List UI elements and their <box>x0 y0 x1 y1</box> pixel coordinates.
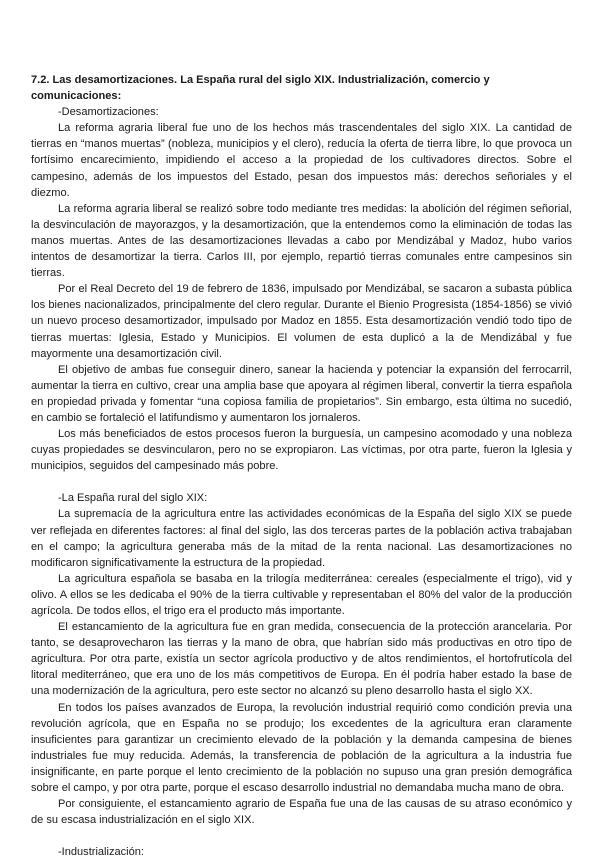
paragraph: Los más beneficiados de estos procesos fueron la burguesía, un campesino acomodado y una nobleza cuyas propiedades se desvincularon, pero no se expropiaron. Las víctimas, por otra parte, fueron la Iglesia y municipios, seguidos del campesinado más pobre. <box>31 428 572 473</box>
paragraph: El objetivo de ambas fue conseguir dinero, sanear la hacienda y potenciar la expansión del ferrocarril, aumentar la tierra en cultivo, crear una amplia base que apoyara al régimen liberal, convertir la tierra española en propiedad privada y fomentar “una copiosa familia de propietarios”. Sin embargo, esta última no sucedió, en cambio se fortaleció el latifundismo y aumentaron los jornaleros. <box>31 363 572 424</box>
paragraph: Por el Real Decreto del 19 de febrero de 1836, impulsado por Mendizábal, se sacaron a subasta pública los bienes nacionalizados, principalmente del clero regular. Durante el Bienio Progresista (1854-1856) se vivió un nuevo proceso desamortizador, impulsado por Madoz en 1855. Esta desamortización vendió todo tipo de tierras muertas: Iglesia, Estado y Municipios. El volumen de esta duplicó a la de Mendizábal y fue mayormente una desamortización civil. <box>31 283 572 360</box>
paragraph: La supremacía de la agricultura entre las actividades económicas de la España del siglo XIX se puede ver reflejada en diferentes factores: al final del siglo, las dos terceras partes de la población activa trabajaban en el campo; la agricultura generaba más de la mitad de la renta nacional. Las desamortizaciones no modificaron significativamente la estructura de la propiedad. <box>31 508 572 569</box>
section-heading-desamortizaciones: -Desamortizaciones: <box>58 106 159 119</box>
section-spacer <box>31 474 572 490</box>
section-heading-espana-rural: -La España rural del siglo XIX: <box>58 492 208 505</box>
page-title: 7.2. Las desamortizaciones. La España rural del siglo XIX. Industrialización, comercio y comunicaciones: <box>31 74 490 103</box>
paragraph: La reforma agraria liberal fue uno de los hechos más trascendentales del siglo XIX. La cantidad de tierras en “manos muertas” (nobleza, municipios y el clero), reducía la oferta de tierra libre, lo que provoca un fortísimo encarecimiento, impidiendo el acceso a la propiedad de los cultivadores directos. Sobre el campesino, además de los impuestos del Estado, pesan dos impuestos más: derechos señoriales y el diezmo. <box>31 122 572 199</box>
section-heading-industrializacion: -Industrialización: <box>58 846 144 859</box>
paragraph: La agricultura española se basaba en la trilogía mediterránea: cereales (especialmente el trigo), vid y olivo. A ellos se les dedicaba el 90% de la tierra cultivable y representaban el 80% del valor de la producción agrícola. De todos ellos, el trigo era el producto más importante. <box>31 572 572 617</box>
paragraph: La reforma agraria liberal se realizó sobre todo mediante tres medidas: la abolición del régimen señorial, la desvinculación de mayorazgos, y la desamortización, que la entendemos como la eliminación de todas las manos muertas. Antes de las desamortizaciones llevadas a cabo por Mendizábal y Madoz, hubo varios intentos de desamortizar la tierra. Carlos III, por ejemplo, repartió tierras comunales entre campesinos sin tierras. <box>31 202 572 280</box>
section-spacer <box>31 828 572 844</box>
paragraph: Por consiguiente, el estancamiento agrario de España fue una de las causas de su atraso económico y de su escasa industrialización en el siglo XIX. <box>31 798 572 827</box>
paragraph: En todos los países avanzados de Europa, la revolución industrial requirió como condición previa una revolución agrícola, que en España no se produjo; los excedentes de la agricultura eran claramente insuficientes para garantizar un crecimiento elevado de la población y la demanda campesina de bienes industriales fue muy reducida. Además, la transferencia de población de la agricultura a la industria fue insignificante, en parte porque el lento crecimiento de la población no supuso una gran presión demográfica sobre el campo, y por otra parte, porque el escaso desarrollo industrial no demandaba mucha mano de obra. <box>31 701 572 795</box>
paragraph: El estancamiento de la agricultura fue en gran medida, consecuencia de la protección arancelaria. Por tanto, se desaprovecharon las tierras y la mano de obra, que habrían sido más productivas en otro tipo de agricultura. Por otra parte, existía un sector agrícola productivo y de altos rendimientos, el hortofrutícola del litoral mediterráneo, que era uno de los más competitivos de Europa. En él podría haber estado la base de una modernización de la agricultura, pero este sector no alcanzó su pleno desarrollo hasta el siglo XX. <box>31 621 572 698</box>
